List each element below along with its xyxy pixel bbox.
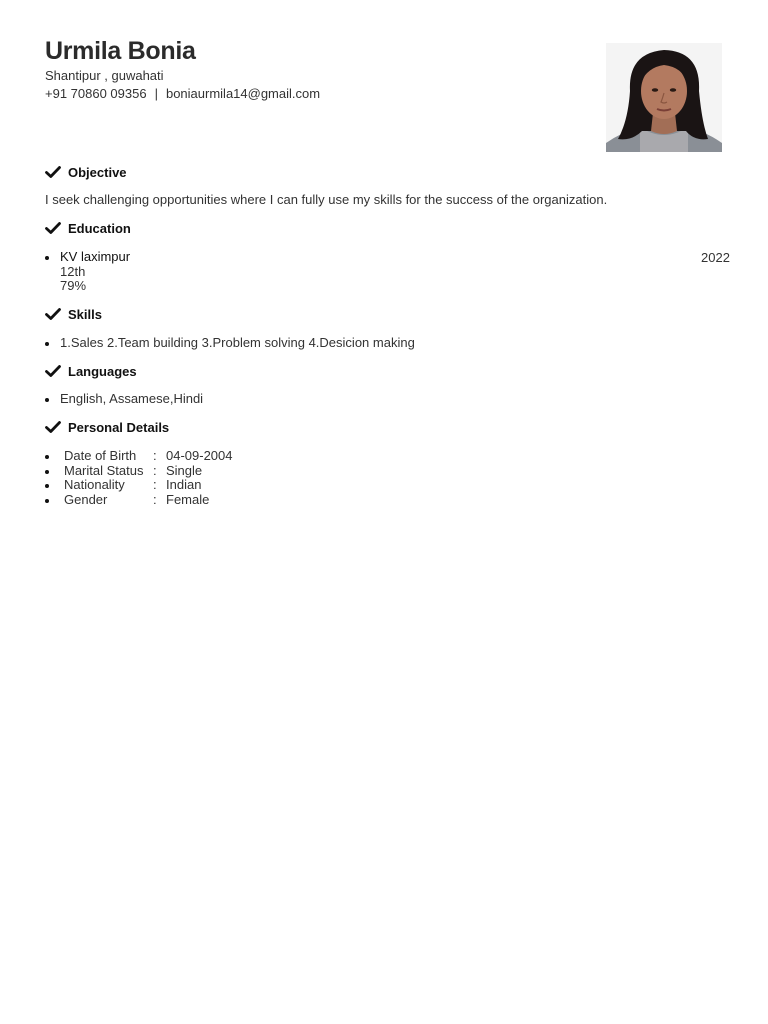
section-title: Languages <box>68 363 137 379</box>
detail-label: Nationality <box>64 477 125 492</box>
personal-detail-row <box>45 478 233 493</box>
education-score: 79% <box>60 278 87 293</box>
education-school: KV laximpur <box>60 249 131 264</box>
check-icon <box>45 364 61 378</box>
personal-details-list <box>45 449 233 507</box>
phone-number: +91 70860 09356 <box>45 86 147 101</box>
skills-list <box>45 336 415 351</box>
check-icon <box>45 420 61 434</box>
candidate-name: Urmila Bonia <box>45 37 196 65</box>
profile-photo-image <box>606 43 722 152</box>
contact-separator: | <box>154 86 158 101</box>
section-languages-heading <box>45 362 137 380</box>
detail-value: 04-09-2004 <box>166 448 233 463</box>
section-skills-heading <box>45 305 102 323</box>
detail-label: Gender <box>64 491 108 507</box>
email-address: boniaurmila14@gmail.com <box>165 86 321 101</box>
detail-label: Date of Birth <box>64 448 137 463</box>
section-title: Education <box>68 220 131 236</box>
section-title: Skills <box>68 306 102 322</box>
detail-colon: : <box>153 448 157 463</box>
education-qualification: 12th <box>60 263 86 279</box>
check-icon <box>45 221 61 235</box>
profile-photo <box>606 43 722 152</box>
detail-colon: : <box>153 462 157 478</box>
contact-line <box>45 86 320 101</box>
personal-detail-row <box>45 449 233 464</box>
section-personal-heading <box>45 418 169 436</box>
section-education-heading <box>45 219 131 237</box>
languages-list <box>45 392 203 407</box>
objective-text: I seek challenging opportunities where I can fully use my skills for the success of the organization. <box>45 192 608 207</box>
candidate-address: Shantipur , guwahati <box>45 68 164 83</box>
detail-value: Female <box>166 491 210 507</box>
education-year: 2022 <box>701 250 730 265</box>
section-objective-heading <box>45 163 127 181</box>
detail-colon: : <box>153 477 157 492</box>
detail-colon: : <box>153 491 157 507</box>
education-entry <box>45 250 130 294</box>
section-title: Objective <box>68 164 127 180</box>
language-item: English, Assamese,Hindi <box>45 392 203 407</box>
detail-value: Single <box>166 462 203 478</box>
check-icon <box>45 307 61 321</box>
personal-detail-row <box>45 493 233 508</box>
personal-detail-row <box>45 464 233 479</box>
skill-item: 1.Sales 2.Team building 3.Problem solving 4.Desicion making <box>45 336 415 351</box>
education-list <box>45 250 130 294</box>
section-title: Personal Details <box>68 419 170 435</box>
detail-label: Marital Status <box>64 462 144 478</box>
check-icon <box>45 165 61 179</box>
detail-value: Indian <box>166 477 202 492</box>
